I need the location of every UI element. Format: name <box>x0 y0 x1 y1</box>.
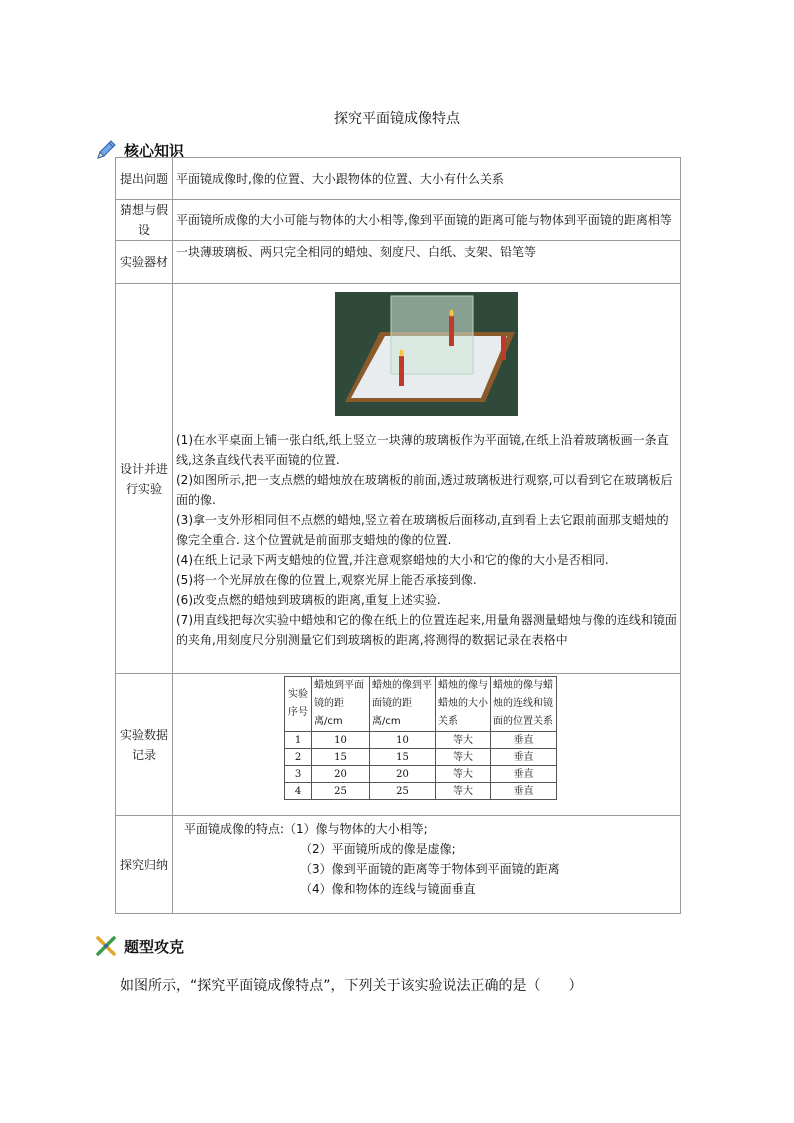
table-cell: 垂直 <box>491 732 557 749</box>
table-cell: 等大 <box>436 732 491 749</box>
question-text: 如图所示，“探究平面镜成像特点”，下列关于该实验说法正确的是（ ） <box>120 978 583 994</box>
row-label-design: 设计并进行实验 <box>116 284 173 674</box>
table-cell: 3 <box>285 766 312 783</box>
data-header: 实验序号 <box>285 677 312 732</box>
data-header: 蜡烛的像与蜡烛的连线和镜面的位置关系 <box>491 677 557 732</box>
row-text-equipment: 一块薄玻璃板、两只完全相同的蜡烛、刻度尺、白纸、支架、铅笔等 <box>173 241 681 284</box>
table-cell: 2 <box>285 749 312 766</box>
table-cell: 等大 <box>436 766 491 783</box>
table-row <box>285 749 557 766</box>
table-cell: 20 <box>312 766 370 783</box>
data-header: 蜡烛的像到平面镜的距离/cm <box>370 677 436 732</box>
step-text: (1)在水平桌面上铺一张白纸,纸上竖立一块薄的玻璃板作为平面镜,在纸上沿着玻璃板画一条直线,这条直线代表平面镜的位置. <box>176 433 669 467</box>
table-cell: 垂直 <box>491 749 557 766</box>
row-text-hypothesis: 平面镜所成像的大小可能与物体的大小相等,像到平面镜的距离可能与物体到平面镜的距离相等 <box>173 200 681 241</box>
step-text: (6)改变点燃的蜡烛到玻璃板的距离,重复上述实验. <box>176 593 441 607</box>
section-heading-label: 题型攻克 <box>124 937 185 956</box>
conclusion-line: （4）像和物体的连线与镜面垂直 <box>300 882 476 896</box>
step-text: (7)用直线把每次实验中蜡烛和它的像在纸上的位置连起来,用量角器测量蜡烛与像的连线和镜面的夹角,用刻度尺分别测量它们到玻璃板的距离,将测得的数据记录在表格中 <box>176 613 677 647</box>
row-data-content <box>173 674 681 816</box>
step-text: (5)将一个光屏放在像的位置上,观察光屏上能否承接到像. <box>176 573 477 587</box>
table-cell: 10 <box>370 732 436 749</box>
table-row <box>285 783 557 800</box>
table-cell: 4 <box>285 783 312 800</box>
row-label-question: 提出问题 <box>116 158 173 200</box>
row-label-conclusion: 探究归纳 <box>116 816 173 914</box>
table-cell: 垂直 <box>491 766 557 783</box>
row-label-equipment: 实验器材 <box>116 241 173 284</box>
experiment-steps <box>176 430 677 650</box>
conclusion-line: （2）平面镜所成的像是虚像; <box>300 842 456 856</box>
conclusion-line: 平面镜成像的特点:（1）像与物体的大小相等; <box>184 822 428 836</box>
row-label-data: 实验数据记录 <box>116 674 173 816</box>
row-conclusion-content <box>173 816 681 914</box>
step-text: (4)在纸上记录下两支蜡烛的位置,并注意观察蜡烛的大小和它的像的大小是否相同. <box>176 553 609 567</box>
data-header: 蜡烛到平面镜的距离/cm <box>312 677 370 732</box>
row-text-question: 平面镜成像时,像的位置、大小跟物体的位置、大小有什么关系 <box>173 158 681 200</box>
table-cell: 等大 <box>436 783 491 800</box>
table-cell: 20 <box>370 766 436 783</box>
data-header: 蜡烛的像与蜡烛的大小关系 <box>436 677 491 732</box>
data-table <box>284 676 557 800</box>
crossed-tools-icon <box>94 934 118 958</box>
step-text: (2)如图所示,把一支点燃的蜡烛放在玻璃板的前面,透过玻璃板进行观察,可以看到它在玻璃板后面的像. <box>176 473 673 507</box>
table-cell: 等大 <box>436 749 491 766</box>
table-cell: 25 <box>312 783 370 800</box>
step-text: (3)拿一支外形相同但不点燃的蜡烛,竖立着在玻璃板后面移动,直到看上去它跟前面那支蜡烛的像完全重合. 这个位置就是前面那支蜡烛的像的位置. <box>176 513 669 547</box>
table-cell: 10 <box>312 732 370 749</box>
knowledge-table <box>115 157 681 914</box>
table-cell: 垂直 <box>491 783 557 800</box>
page-title: 探究平面镜成像特点 <box>334 111 460 127</box>
table-cell: 1 <box>285 732 312 749</box>
section-heading-label: 核心知识 <box>124 141 185 160</box>
row-label-hypothesis: 猜想与假设 <box>116 200 173 241</box>
table-row <box>285 732 557 749</box>
row-design-content <box>173 284 681 674</box>
section-heading-practice <box>94 934 184 958</box>
experiment-illustration <box>335 292 518 416</box>
table-cell: 15 <box>312 749 370 766</box>
conclusion-line: （3）像到平面镜的距离等于物体到平面镜的距离 <box>300 862 560 876</box>
table-cell: 25 <box>370 783 436 800</box>
table-cell: 15 <box>370 749 436 766</box>
table-row <box>285 766 557 783</box>
